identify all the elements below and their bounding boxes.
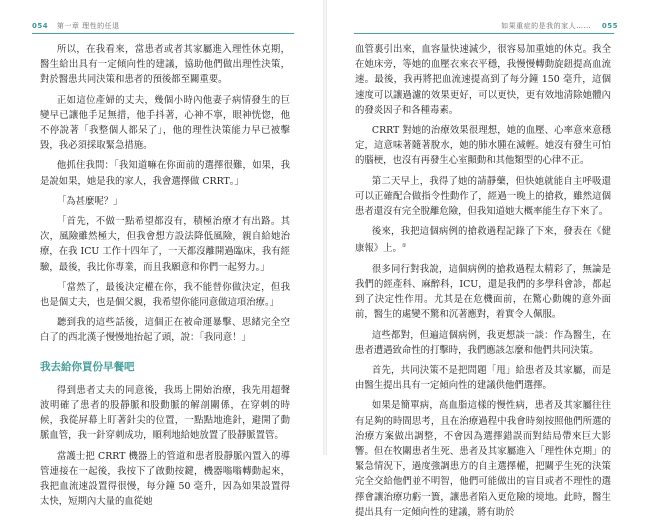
paragraph: 他抓住我問：「我知道嘛在你面前的選擇很難，如果，我是說如果，她是我的家人，我會選擇做 CRRT。」: [40, 160, 290, 187]
paragraph: 「當然了，最後決定權在你，我不能替你做決定，但我也是個丈夫，也是個父親，我希望你能同意做這項治療。」: [40, 281, 290, 309]
paragraph: 如果是簡單病，高血脂這樣的慢性病，患者及其家屬往往有足夠的時間思考，且在治療過程中我會時刻按照他們所選的治療方案做出調整，不會因為選擇錯誤而對結局帶來巨大影響。但在牧關患者生死、患者及其家屬進入「理性休克期」的緊急情況下，過度強調患方的自主選擇權，把關乎生死的決策完全交給他們並不明智，他們可能做出的盲目或者不理性的選擇會讓治療功虧一簣，讓患者陷入更危險的境地。此時，醫生提出具有一定傾向性的建議，將有助於: [355, 400, 611, 518]
paragraph: 正如這位產婦的丈夫，幾個小時內他妻子病情發生的巨變早已讓他手足無措，他手抖著，心神不寧，眼神恍惚，他不停說著「我整個人都呆了」，他的理性決策能力早已被擊毀，我必須採取緊急措施。: [40, 94, 290, 152]
left-page-number: 054: [32, 22, 49, 30]
footnote-mark: ①: [401, 243, 407, 250]
paragraph: 第二天早上，我得了她的請靜藥，但快她就能自主呼吸還可以正確配合做指令性動作了，經過一晚上的搶救，雖然這個患者還沒有完全脫離危險，但我知道她大概率能生存下來了。: [355, 175, 611, 218]
paragraph-text: 後來，我把這個病例的搶救過程記錄了下來，發表在《健康報》上。: [355, 226, 611, 255]
paragraph: [355, 224, 611, 257]
left-header-rule: [32, 33, 294, 34]
left-running-title: 第一章 理性的任退: [56, 22, 120, 30]
paragraph: 這些都對，但遍這個病例，我更想談一談：作為醫生，在患者遭遇致命性的打擊時，我們應該怎麼和他們共同決策。: [355, 329, 611, 356]
paragraph: 得到患者丈夫的同意後，我馬上開始治療，我先用超聲波明確了患者的股靜脈和股動脈的解剖關係，在穿刺的時候，我從屏幕上盯著針尖的位置，一點點地進針，避開了動脈血管，我一針穿刺成功，順利地給她放置了股靜脈置管。: [40, 384, 290, 442]
paragraph: 首先，共同決策不是把問題「甩」給患者及其家屬，而是由醫生提出具有一定傾向性的建議供他們選擇。: [355, 364, 611, 392]
right-page-body: [355, 42, 611, 525]
left-page: [0, 0, 325, 508]
paragraph: 所以，在我看來，當患者或者其家屬進入理性休克期，醫生給出具有一定傾向性的建議，協助他們做出理性決策，對於醫患共同決策和患者的預後都至關重要。: [40, 44, 290, 86]
left-page-body: [40, 42, 290, 514]
right-page: [325, 0, 650, 518]
right-page-number: 055: [601, 22, 618, 30]
right-header-rule: [354, 33, 614, 34]
paragraph: 很多同行對我說，這個病例的搶救過程太精彩了，無論是我們的經產科、麻醉科，ICU，還是我們的多學科會診，都起到了決定性作用。尤其是在危機面前，在驚心動魄的意外面前，醫生的處變不驚和沉著應對，着實令人佩服。: [355, 263, 611, 321]
paragraph: 血管裏引出來，血容量快速減少，很容易加重她的休克。我全在她床旁，等她的血壓衣來衣平穩，我慢慢轉動旋鈕提高血流速。最後，我再將把血流速提高到了每分鐘 150 毫升，這個速度可以讓過濾的效果更好，可以更快，更有效地清除她體內的發炎因子和各種毒素。: [355, 44, 611, 116]
paragraph: 當護士把 CRRT 機器上的管道和患者股靜脈內置入的導管連接在一起後，我按下了啟動按鍵，機器嗡嗡轉動起來，我把血流速設置得很慢，每分鐘 50 毫升，因為如果設置得太快，短期內大量的血從她: [40, 450, 290, 508]
paragraph: 「為甚麼呢？」: [56, 195, 123, 207]
right-page-header: [501, 21, 618, 31]
right-running-title: 如果重症的是我的家人……: [501, 22, 592, 30]
section-heading: 我去給你買份早餐吧: [40, 360, 135, 373]
paragraph: 「首先，不做一點希望都沒有，積極治療才有出路。其次，風險雖然極大，但我會想方設法降低風險，親自給她治療，在我 ICU 工作十四年了，一天都沒離開過臨床，我有經驗，最後，我比你專業，而且我願意和你們一起努力。」: [40, 216, 290, 273]
paragraph: CRRT 對她的治療效果很理想，她的血壓、心率意來意穩定，這意味著隨著脫水，她的肺水腫在減輕。她沒有發生可怕的腦梗，也沒有再發生心室顫動和其他類型的心律不正。: [355, 125, 611, 167]
left-page-header: [32, 21, 120, 31]
paragraph: 聽到我的這些話後，這個正在被命運暴擊、思緒完全空白了的西北漢子慢慢地抬起了頭，說：「我同意！」: [40, 317, 290, 344]
